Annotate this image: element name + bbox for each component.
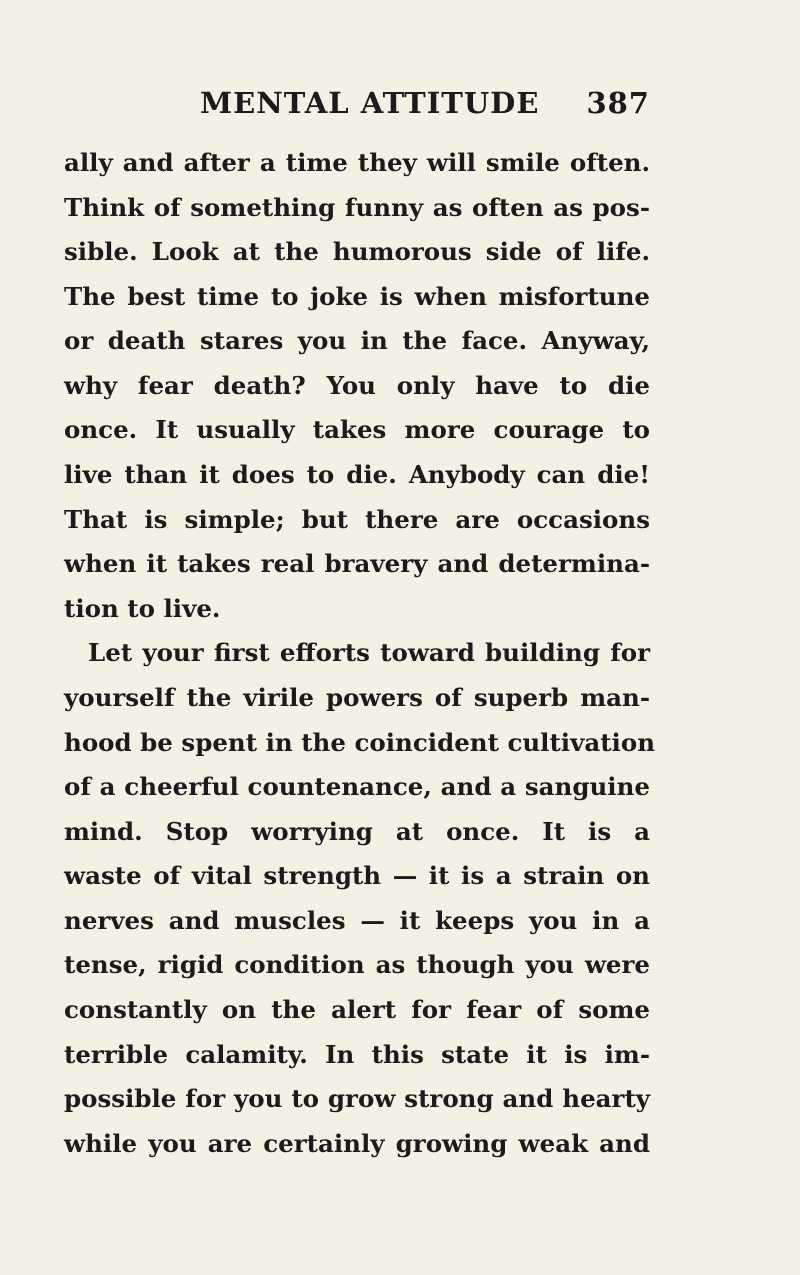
body-text [64, 141, 656, 1166]
text-line: of a cheerful countenance, and a sanguine [64, 772, 650, 802]
text-line: The best time to joke is when misfortune [64, 281, 650, 311]
text-line: while you are certainly growing weak and [64, 1128, 650, 1158]
text-line: or death stares you in the face. Anyway, [64, 326, 650, 356]
text-line: possible for you to grow strong and hearty [64, 1084, 650, 1114]
text-line: sible. Look at the humorous side of life. [64, 237, 650, 267]
text-line: why fear death? You only have to die [64, 370, 650, 400]
running-head-title: MENTAL ATTITUDE [200, 86, 540, 120]
text-line: when it takes real bravery and determina- [64, 549, 650, 579]
text-line: yourself the virile powers of superb man- [64, 682, 650, 712]
text-line: waste of vital strength — it is a strain on [64, 861, 650, 891]
text-line: ally and after a time they will smile often. [64, 148, 650, 177]
text-line: hood be spent in the coincident cultivation [64, 727, 656, 757]
text-line: live than it does to die. Anybody can die! [64, 460, 650, 490]
text-line: tion to live. [64, 593, 221, 623]
text-line: terrible calamity. In this state it is im- [64, 1039, 650, 1069]
text-line: constantly on the alert for fear of some [64, 994, 650, 1024]
running-head [200, 86, 650, 126]
text-line: Let your first efforts toward building for [88, 638, 650, 668]
text-line: Think of something funny as often as pos- [64, 192, 650, 222]
text-line: mind. Stop worrying at once. It is a [64, 816, 650, 846]
text-line: tense, rigid condition as though you were [64, 950, 650, 980]
page-number: 387 [586, 86, 650, 120]
text-line: That is simple; but there are occasions [64, 504, 650, 534]
text-line: once. It usually takes more courage to [64, 415, 650, 445]
text-line: nerves and muscles — it keeps you in a [64, 905, 650, 935]
